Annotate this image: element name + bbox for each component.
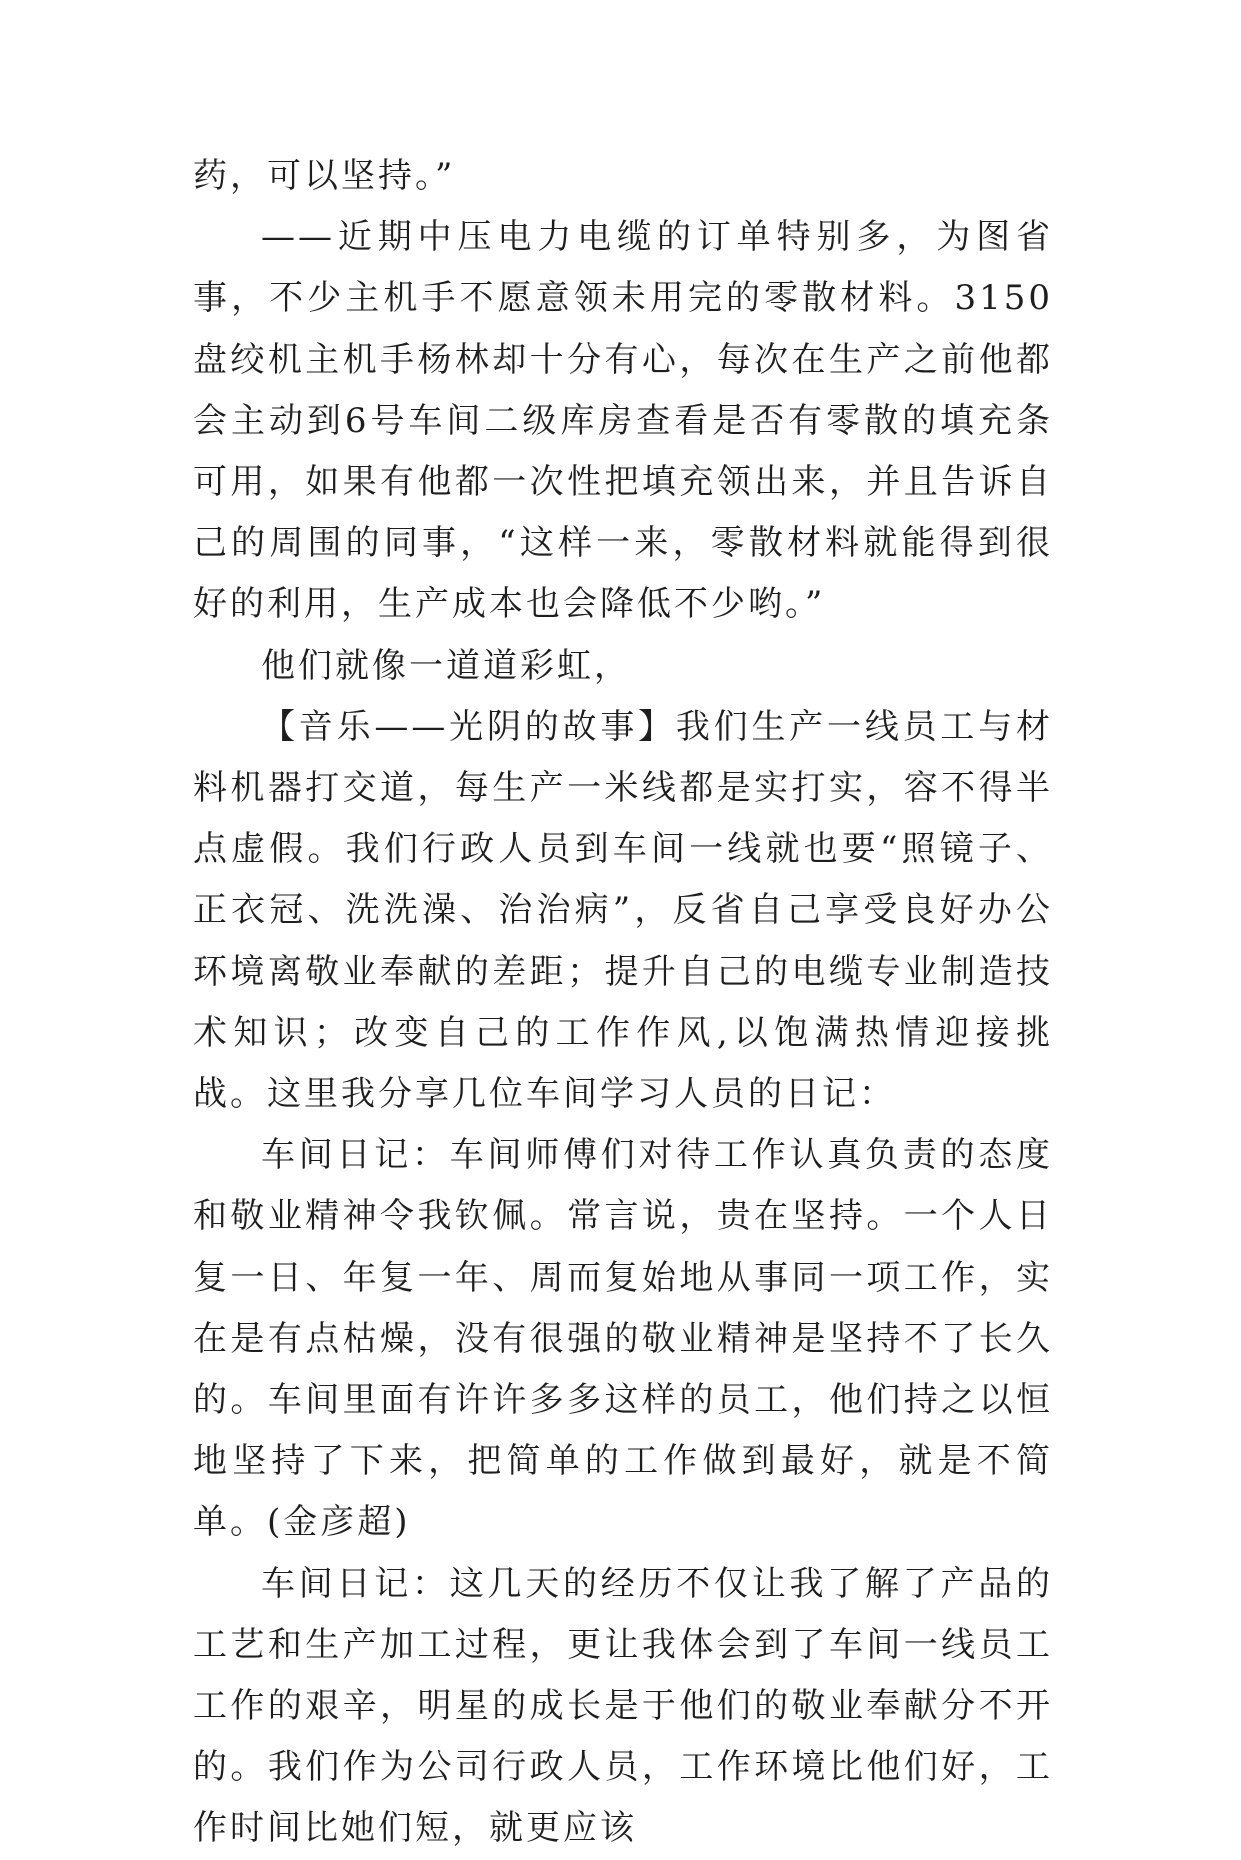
paragraph-rainbow: 他们就像一道道彩虹， [261, 645, 631, 686]
paragraph-diary-1: 车间日记：车间师傅们对待工作认真负责的态度和敬业精神令我钦佩。常言说，贵在坚持。一个人日复一日、年复一年、周而复始地从事同一项工作，实在是有点枯燥，没有很强的敬业精神是坚持不了长久的。车间里面有许许多多这样的员工，他们持之以恒地坚持了下来，把简单的工作做到最好，就是不简单。(金彦超) [193, 1135, 1053, 1543]
paragraph-diary-2: 车间日记：这几天的经历不仅让我了解了产品的工艺和生产加工过程，更让我体会到了车间一线员工工作的艰辛，明星的成长是于他们的敬业奉献分不开的。我们作为公司行政人员，工作环境比他们好，工作时间比她们短，就更应该 [193, 1563, 1053, 1849]
document-body [193, 146, 1053, 1860]
paragraph-cable-orders: ——近期中压电力电缆的订单特别多，为图省事，不少主机手不愿意领未用完的零散材料。3150盘绞机主机手杨林却十分有心，每次在生产之前他都会主动到6号车间二级库房查看是否有零散的填充条可用，如果有他都一次性把填充领出来，并且告诉自己的周围的同事，“这样一来，零散材料就能得到很好的利用，生产成本也会降低不少哟。” [193, 217, 1053, 625]
paragraph-continuation: 药，可以坚持。” [193, 156, 456, 196]
paragraph-music-intro: 【音乐——光阴的故事】我们生产一线员工与材料机器打交道，每生产一米线都是实打实，容不得半点虚假。我们行政人员到车间一线就也要“照镜子、正衣冠、洗洗澡、治治病”，反省自己享受良好办公环境离敬业奉献的差距；提升自己的电缆专业制造技术知识；改变自己的工作作风,以饱满热情迎接挑战。这里我分享几位车间学习人员的日记： [193, 706, 1053, 1115]
